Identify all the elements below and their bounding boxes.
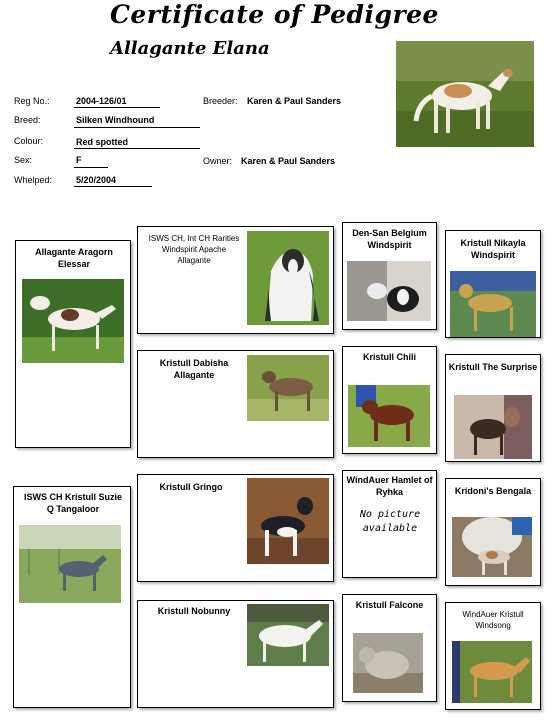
breed-underline	[74, 127, 200, 128]
great-grandparent-2-box	[342, 346, 437, 454]
dam-name: ISWS CH Kristull Suzie Q Tangaloor	[23, 492, 122, 514]
grandparent-4-photo	[247, 604, 329, 666]
great-great-grandparent-3-name: Kridoni's Bengala	[454, 486, 532, 496]
whelped-underline	[74, 186, 152, 187]
great-great-grandparent-2-name: Kristull The Surprise	[448, 362, 538, 372]
great-great-grandparent-4-name: WindAuer Kristull Windsong	[462, 610, 524, 630]
dog-name: Allagante Elana	[110, 38, 270, 59]
great-grandparent-2-name: Kristull Chili	[362, 352, 416, 362]
grandparent-4-name: Kristull Nobunny	[157, 606, 231, 616]
breeder-label: Breeder:	[203, 96, 238, 106]
great-great-grandparent-1-name: Kristull Nikayla Windspirit	[460, 238, 526, 260]
great-grandparent-1-name: Den-San Belgium Windspirit	[352, 228, 427, 250]
sex-underline	[74, 167, 108, 168]
great-great-grandparent-1-box	[445, 230, 541, 338]
grandparent-2-name: Kristull Dabisha Allagante	[159, 358, 229, 380]
colour-label: Colour:	[14, 136, 44, 146]
great-grandparent-3-no-picture: No picture available	[359, 509, 421, 534]
grandparent-1-box	[137, 226, 334, 334]
reg-no-underline	[74, 107, 160, 108]
sire-photo	[22, 279, 124, 363]
grandparent-4-box	[137, 600, 334, 708]
breeder-value: Karen & Paul Sanders	[247, 96, 342, 106]
breed-label: Breed:	[14, 115, 41, 125]
reg-no-value: 2004-126/01	[76, 96, 127, 106]
main-dog-photo	[396, 41, 534, 147]
great-great-grandparent-4-photo	[452, 641, 532, 703]
great-grandparent-2-photo	[348, 385, 430, 447]
dam-box	[13, 486, 131, 708]
great-grandparent-4-name: Kristull Falcone	[355, 600, 424, 610]
sire-name: Allagante Aragorn Elessar	[35, 247, 113, 269]
grandparent-2-box	[137, 350, 334, 458]
great-great-grandparent-4-box	[445, 602, 541, 710]
grandparent-1-name: ISWS CH, Int CH Rarities Windspirit Apache Allagante	[148, 234, 240, 265]
colour-value: Red spotted	[76, 137, 129, 147]
colour-underline	[74, 148, 200, 149]
great-great-grandparent-2-photo	[454, 395, 532, 459]
great-grandparent-4-photo	[353, 633, 423, 693]
dam-photo	[19, 525, 121, 603]
reg-no-label: Reg No.:	[14, 96, 50, 106]
great-great-grandparent-3-photo	[452, 517, 532, 577]
breed-value: Silken Windhound	[76, 115, 155, 125]
grandparent-3-name: Kristull Gringo	[159, 482, 223, 492]
grandparent-2-photo	[247, 355, 329, 421]
great-grandparent-1-box	[342, 222, 437, 330]
great-grandparent-1-photo	[347, 261, 431, 321]
sex-value: F	[76, 155, 82, 165]
grandparent-1-photo	[247, 231, 329, 325]
great-great-grandparent-2-box	[445, 354, 541, 462]
grandparent-3-box	[137, 474, 334, 582]
great-grandparent-3-box	[342, 470, 437, 578]
grandparent-3-photo	[247, 478, 329, 564]
sire-box	[15, 240, 131, 448]
certificate-title: Certificate of Pedigree	[110, 0, 439, 29]
whelped-value: 5/20/2004	[76, 175, 117, 185]
great-great-grandparent-1-photo	[450, 271, 536, 337]
owner-value: Karen & Paul Sanders	[241, 156, 336, 166]
owner-label: Owner:	[203, 156, 233, 166]
sex-label: Sex:	[14, 155, 33, 165]
great-grandparent-3-name: WindAuer Hamlet of Ryhka	[346, 475, 433, 497]
whelped-label: Whelped:	[14, 175, 53, 185]
great-grandparent-4-box	[342, 594, 437, 702]
great-great-grandparent-3-box	[445, 478, 541, 586]
